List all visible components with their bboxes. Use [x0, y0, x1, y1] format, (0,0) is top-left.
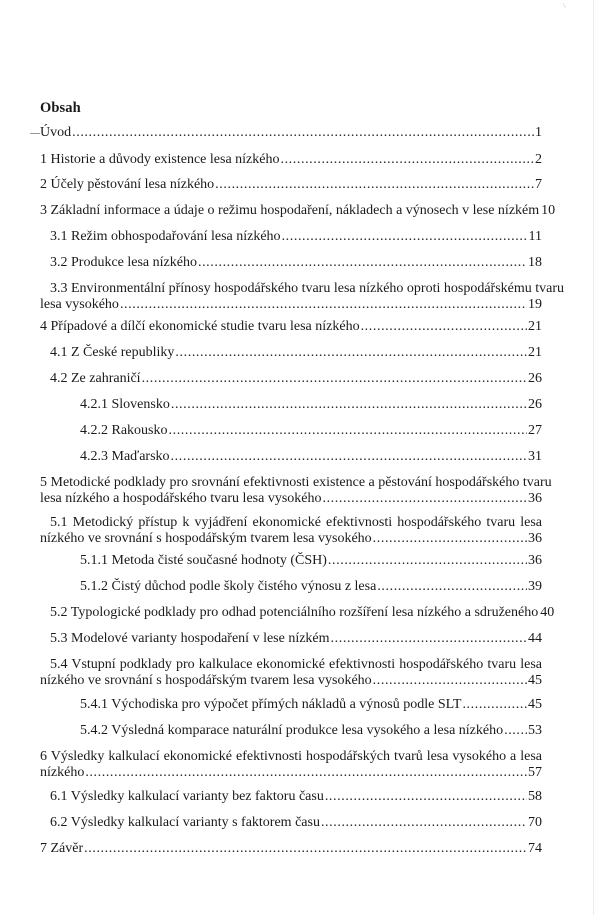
page-number: 21 [528, 319, 542, 334]
toc-entry-text: 7 Závěr [40, 841, 84, 856]
toc-entry-text: 4.2.2 Rakousko [80, 423, 168, 438]
toc-entry-text: 3.2 Produkce lesa nízkého [50, 255, 197, 270]
toc-entry[interactable] [40, 203, 556, 219]
page-number: 74 [528, 841, 542, 856]
corner-mark: \ᵢ [563, 3, 566, 9]
toc-entry-text: 3.3 Environmentální přínosy hospodářského tvaru lesa nízkého oproti hospodářskému tvaru [50, 281, 565, 296]
page-number: 36 [528, 531, 542, 546]
dot-leader [322, 491, 527, 507]
page-number: 7 [535, 177, 542, 192]
page-number: 58 [528, 789, 542, 804]
toc-entry-text: 4.1 Z České republiky [50, 345, 175, 360]
toc-entry[interactable] [40, 177, 542, 193]
page-number: 19 [528, 297, 542, 312]
toc-entry-text: 5.4.1 Východiska pro výpočet přímých nákladů a výnosů podle SLT [80, 697, 462, 712]
toc-entry-text: 2 Účely pěstování lesa nízkého [40, 177, 215, 192]
page-number: 40 [540, 605, 555, 620]
dot-leader [504, 723, 527, 739]
dot-leader [361, 319, 527, 335]
page-number: 18 [528, 255, 542, 270]
toc-entry[interactable] [40, 319, 542, 335]
toc-entry-text: 3 Základní informace a údaje o režimu hospodaření, nákladech a výnosech v lese nízkém [40, 203, 540, 218]
toc-entry[interactable] [40, 723, 542, 739]
toc-entry-text: 6.2 Výsledky kalkulací varianty s faktorem času [50, 815, 320, 830]
page-number: 31 [528, 449, 542, 464]
toc-entry[interactable] [40, 475, 552, 507]
toc-entry-text: 5.1.2 Čistý důchod podle školy čistého výnosu z lesa [80, 579, 377, 594]
toc-entry[interactable] [40, 423, 542, 439]
margin-mark [30, 133, 40, 134]
toc-entry[interactable] [40, 397, 542, 413]
scan-edge [593, 0, 594, 915]
toc-entry-text: Úvod [40, 125, 72, 140]
toc-entry[interactable] [40, 841, 542, 857]
page-number: 53 [528, 723, 542, 738]
dot-leader [175, 345, 527, 361]
toc-entry[interactable] [40, 125, 542, 141]
toc-entry[interactable] [40, 815, 542, 831]
toc-entry-text: 5.1.1 Metoda čisté současné hodnoty (ČSH) [80, 553, 327, 568]
page-number: 1 [535, 125, 542, 140]
dot-leader [321, 815, 527, 831]
page-number: 45 [528, 673, 542, 688]
page-number: 36 [528, 491, 542, 506]
dot-leader [325, 789, 527, 805]
dot-leader [331, 631, 527, 647]
page-number: 27 [528, 423, 542, 438]
dot-leader [215, 177, 534, 193]
toc-entry[interactable] [40, 579, 542, 595]
toc-entry-text: 5.3 Modelové varianty hospodaření v lese nízkém [50, 631, 330, 646]
toc-entry[interactable] [40, 553, 542, 569]
toc-entry-text: 4.2.1 Slovensko [80, 397, 170, 412]
page-number: 39 [528, 579, 542, 594]
page-number: 2 [535, 152, 542, 167]
toc-entry[interactable] [40, 515, 542, 547]
dot-leader [84, 841, 527, 857]
page-number: 26 [528, 397, 542, 412]
page-number: 45 [528, 697, 542, 712]
toc-entry[interactable] [40, 281, 565, 313]
toc-entry[interactable] [40, 152, 542, 168]
page-number: 11 [528, 229, 542, 244]
toc-entry-text: nízkého [40, 765, 85, 780]
dot-leader [85, 765, 527, 781]
toc-entry[interactable] [40, 749, 542, 781]
dot-leader [280, 152, 534, 168]
toc-entry-text: 6 Výsledky kalkulací ekonomické efektivnosti hospodářských tvarů lesa vysokého a lesa [40, 749, 542, 764]
toc-entry[interactable] [40, 697, 542, 713]
toc-entry-text: lesa nízkého a hospodářského tvaru lesa vysokého [40, 491, 322, 506]
toc-entry-text: 5.4 Vstupní podklady pro kalkulace ekonomické efektivnosti hospodářského tvaru lesa [50, 657, 542, 672]
toc-entry-text: 6.1 Výsledky kalkulací varianty bez faktoru času [50, 789, 324, 804]
page-number: 10 [541, 203, 556, 218]
toc-entry[interactable] [40, 345, 542, 361]
page-number: 21 [528, 345, 542, 360]
page-number: 36 [528, 553, 542, 568]
toc-title: Obsah [40, 100, 81, 116]
toc-entry-text: 3.1 Režim obhospodařování lesa nízkého [50, 229, 281, 244]
toc-entry-text: lesa vysokého [40, 297, 119, 312]
dot-leader [142, 371, 527, 387]
dot-leader [171, 397, 527, 413]
toc-entry-text: 4.2.3 Maďarsko [80, 449, 170, 464]
dot-leader [373, 531, 527, 547]
dot-leader [72, 125, 534, 141]
toc-entry-text: 4.2 Ze zahraničí [50, 371, 141, 386]
toc-entry-text: 5 Metodické podklady pro srovnání efektivnosti existence a pěstování hospodářského tvaru [40, 475, 552, 490]
page-number: 26 [528, 371, 542, 386]
toc-entry-text: 4 Případové a dílčí ekonomické studie tvaru lesa nízkého [40, 319, 360, 334]
toc-entry[interactable] [40, 449, 542, 465]
toc-entry[interactable] [40, 631, 542, 647]
dot-leader [373, 673, 527, 689]
toc-entry[interactable] [40, 789, 542, 805]
toc-entry[interactable] [40, 657, 542, 689]
dot-leader [282, 229, 528, 245]
toc-entry[interactable] [40, 371, 542, 387]
dot-leader [328, 553, 527, 569]
page-number: 57 [528, 765, 542, 780]
toc-entry-text: nízkého ve srovnání s hospodářským tvarem lesa vysokého [40, 673, 372, 688]
page-number: 70 [528, 815, 542, 830]
dot-leader [171, 449, 527, 465]
toc-entry-text: nízkého ve srovnání s hospodářským tvarem lesa vysokého [40, 531, 372, 546]
toc-entry[interactable] [40, 605, 555, 621]
toc-entry[interactable] [40, 229, 542, 245]
dot-leader [198, 255, 527, 271]
toc-entry-text: 1 Historie a důvody existence lesa nízkého [40, 152, 280, 167]
toc-entry-text: 5.1 Metodický přístup k vyjádření ekonomické efektivnosti hospodářského tvaru lesa [50, 515, 542, 530]
page-number: 44 [528, 631, 542, 646]
dot-leader [377, 579, 527, 595]
toc-entry-text: 5.4.2 Výsledná komparace naturální produkce lesa vysokého a lesa nízkého [80, 723, 504, 738]
toc-entry-text: 5.2 Typologické podklady pro odhad potenciálního rozšíření lesa nízkého a sdruženého [50, 605, 539, 620]
toc-entry[interactable] [40, 255, 542, 271]
dot-leader [120, 297, 527, 313]
dot-leader [462, 697, 527, 713]
dot-leader [169, 423, 528, 439]
